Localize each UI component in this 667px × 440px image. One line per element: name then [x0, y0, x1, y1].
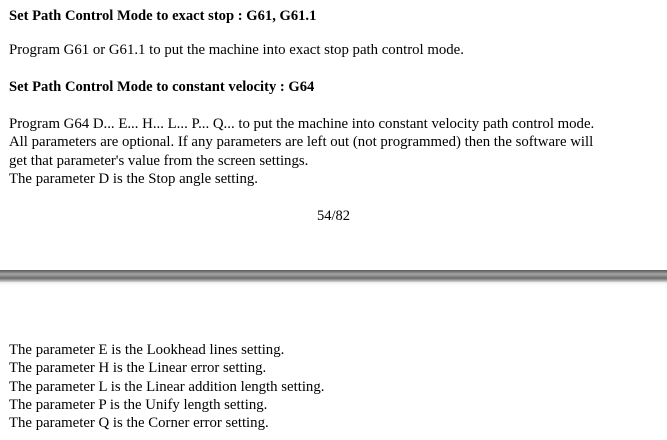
parameter-list [9, 341, 324, 432]
parameter-line-q: The parameter Q is the Corner error setting. [9, 415, 269, 432]
heading-exact-stop: Set Path Control Mode to exact stop : G61, G61.1 [9, 8, 317, 24]
paragraph-line: The parameter D is the Stop angle setting. [9, 170, 259, 187]
paragraph-constant-velocity [9, 115, 594, 188]
parameter-line-h: The parameter H is the Linear error setting. [9, 360, 267, 377]
page-separator-shadow [0, 282, 667, 285]
paragraph-line: All parameters are optional. If any parameters are left out (not programmed) then the software will [9, 134, 594, 151]
page-separator [0, 270, 667, 282]
page-number: 54/82 [316, 208, 351, 224]
paragraph-line: get that parameter's value from the screen settings. [9, 152, 309, 169]
paragraph-line: Program G64 D... E... H... L... P... Q... to put the machine into constant velocity path control mode. [9, 116, 595, 132]
paragraph-exact-stop: Program G61 or G61.1 to put the machine into exact stop path control mode. [9, 42, 464, 58]
heading-constant-velocity: Set Path Control Mode to constant velocity : G64 [9, 79, 315, 95]
parameter-line-p: The parameter P is the Unify length setting. [9, 396, 268, 413]
parameter-line-l: The parameter L is the Linear addition length setting. [9, 378, 325, 395]
parameter-line-e: The parameter E is the Lookhead lines setting. [9, 342, 285, 358]
